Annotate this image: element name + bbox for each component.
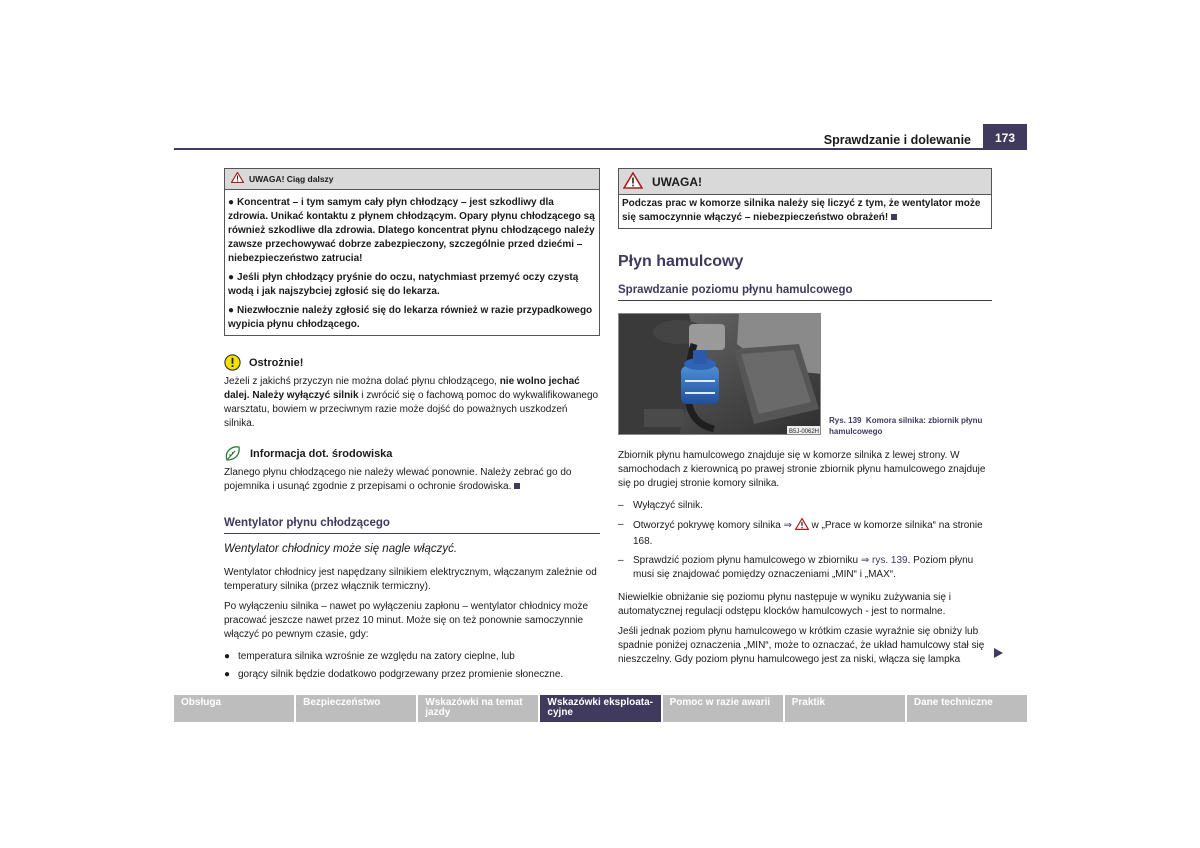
running-header-title: Sprawdzanie i dolewanie (823, 133, 971, 147)
list-item: – Wyłączyć silnik. (618, 500, 703, 511)
figure-caption: Rys. 139 Komora silnika: zbiornik płynu hamulcowego (829, 416, 983, 436)
tab-wskazowki-jazdy[interactable]: Wskazówki na temat jazdy (418, 695, 538, 722)
caution-text: Jeżeli z jakichś przyczyn nie można dolać płynu chłodzącego, nie wolno jechać dalej. Należy wyłączyć silnik i zwrócić się o fachową pomoc do wykwalifikowanego warsztatu, bowiem w przeciwnym razie może dojść do poważnych uszkodzeń silnika. (224, 376, 599, 429)
tab-obsluga[interactable]: Obsługa (174, 695, 294, 722)
header-rule (174, 148, 1027, 150)
fan-paragraph-2: Po wyłączeniu silnika – nawet po wyłączeniu zapłonu – wentylator chłodnicy może pracować jeszcze nawet przez 10 minut. Może się on też ponownie samoczynnie włączyć po pewnym czasie, gdy: (224, 601, 589, 640)
warning-triangle-icon (623, 172, 643, 192)
environment-heading: Informacja dot. środowiska (224, 445, 600, 462)
tab-praktik[interactable]: Praktik (785, 695, 905, 722)
cross-ref-arrow[interactable]: ⇒ (783, 520, 792, 531)
warning-bullet: ● Niezwłocznie należy zgłosić się do lekarza również w razie przypadkowego wypicia płynu chłodzącego. (228, 305, 593, 330)
page-number: 173 (983, 124, 1027, 149)
brake-paragraph-2: Niewielkie obniżanie się poziomu płynu następuje w wyniku zużywania się i automatycznej regulacji odstępu klocków hamulcowych - jest to normalne. (618, 592, 951, 617)
end-marker (891, 214, 897, 220)
warning-body: Podczas prac w komorze silnika należy się liczyć z tym, że wentylator może się samoczynnie włączyć – niebezpieczeństwo obrażeń! (622, 198, 981, 223)
warning-bullet: ● Koncentrat – i tym samym cały płyn chłodzący – jest szkodliwy dla zdrowia. Unikać kontaktu z płynem chłodzącym. Opary płynu chłodzącego są również szkodliwe dla zdrowia. Dlatego koncentrat płynu chłodzącego należy zawsze przechowywać dobrze zabezpieczony, szczególnie przed dziećmi – niebezpieczeństwo zatrucia! (228, 197, 595, 264)
warning-bullet: ● Jeśli płyn chłodzący pryśnie do oczu, natychmiast przemyć oczy czystą wodą i jak najszybciej zgłosić się do lekarza. (228, 272, 579, 297)
brake-fluid-heading: Płyn hamulcowy (618, 253, 744, 270)
right-column (618, 168, 992, 673)
list-item: ● gorący silnik będzie dodatkowo podgrzewany przez promienie słoneczne. (224, 669, 564, 680)
warning-title: UWAGA! (652, 174, 702, 189)
brake-paragraph-1: Zbiornik płynu hamulcowego znajduje się w komorze silnika z lewej strony. W samochodach z kierownicą po prawej stronie zbiornik płynu hamulcowego znajduje się po drugiej stronie komory silnika. (618, 450, 986, 489)
figure-139 (618, 313, 992, 435)
caution-icon (224, 354, 241, 371)
environment-text: Zlanego płynu chłodzącego nie należy wlewać ponownie. Należy zebrać go do pojemnika i usunąć zgodnie z przepisami o ochronie środowiska. (224, 467, 572, 492)
left-column (224, 168, 600, 686)
caution-heading: Ostrożnie! (224, 354, 600, 371)
tab-dane-techniczne[interactable]: Dane techniczne (907, 695, 1027, 722)
warning-continued-title: UWAGA! Ciąg dalszy (249, 174, 334, 184)
warning-continued-body (225, 190, 599, 335)
engine-bay-photo (618, 313, 821, 435)
warning-header (619, 169, 991, 195)
fan-paragraph-1: Wentylator chłodnicy jest napędzany silnikiem elektrycznym, włączanym zależnie od temperatury silnika (przez włącznik termiczny). (224, 567, 597, 592)
list-item: – Otworzyć pokrywę komory silnika ⇒ w „Prace w komorze silnika“ na stronie 168. (618, 519, 983, 547)
next-page-arrow-icon[interactable] (994, 645, 1003, 663)
tab-wskazowki-eksploatacyjne[interactable]: Wskazówki eksploata-cyjne (540, 695, 660, 722)
brake-paragraph-3: Jeśli jednak poziom płynu hamulcowego w krótkim czasie wyraźnie się obniży lub spadnie poniżej oznaczenia „MIN“, może to oznaczać, że układ hamulcowy stał się nieszczelny. Gdy poziom płynu hamulcowego jest za niski, włącza się lampka (618, 626, 985, 665)
warning-continued-header (225, 169, 599, 190)
brake-fluid-level-heading: Sprawdzanie poziomu płynu hamulcowego (618, 283, 992, 301)
end-marker (514, 483, 520, 489)
tab-bezpieczenstwo[interactable]: Bezpieczeństwo (296, 695, 416, 722)
warning-box (618, 168, 992, 229)
fan-lead: Wentylator chłodnicy może się nagle włączyć. (224, 543, 458, 555)
warning-continued-box (224, 168, 600, 336)
environment-icon (224, 445, 242, 462)
warning-triangle-icon (795, 518, 809, 535)
figure-code: B5J-0062H (789, 429, 820, 435)
figure-link[interactable]: ⇒ rys. 139 (860, 555, 908, 566)
list-item: – Sprawdzić poziom płynu hamulcowego w zbiorniku ⇒ rys. 139. Poziom płynu musi się znajdować pomiędzy oznaczeniami „MIN“ i „MAX“. (618, 555, 974, 580)
fan-section-heading: Wentylator płynu chłodzącego (224, 516, 600, 534)
chapter-tabs (174, 695, 1027, 722)
tab-pomoc-awarii[interactable]: Pomoc w razie awarii (663, 695, 783, 722)
warning-triangle-icon (231, 172, 244, 187)
list-item: ● temperatura silnika wzrośnie ze względu na zatory cieplne, lub (224, 651, 515, 662)
